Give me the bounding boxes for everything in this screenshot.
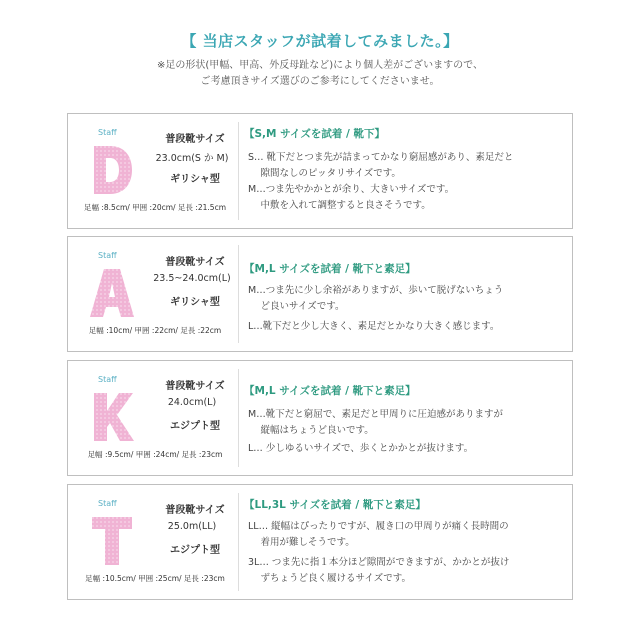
usual-size-label: 普段靴サイズ xyxy=(165,134,225,145)
usual-size-label: 普段靴サイズ xyxy=(165,381,225,392)
staff-card xyxy=(67,360,573,476)
comment-line: 隙間なしのピッタリサイズです。 xyxy=(248,168,401,179)
staff-label: Staff xyxy=(98,251,117,260)
divider xyxy=(238,493,239,591)
comment-line: M…つま先に少し余裕がありますが、歩いて脱げないちょう xyxy=(248,285,504,296)
trial-heading: 【LL,3L サイズを試着 / 靴下と素足】 xyxy=(244,499,426,511)
comment-line: ど良いサイズです。 xyxy=(248,301,345,312)
usual-size-label: 普段靴サイズ xyxy=(165,505,225,516)
usual-size: 23.0cm(S か M) xyxy=(155,153,229,164)
usual-size: 24.0cm(L) xyxy=(167,397,217,408)
divider xyxy=(238,245,239,343)
letter-t-icon xyxy=(88,513,136,569)
note-line-1: ※足の形状(甲幅、甲高、外反母趾など)により個人差がございますので、 xyxy=(157,60,483,71)
usual-size-label: 普段靴サイズ xyxy=(165,257,225,268)
foot-type: ギリシャ型 xyxy=(170,297,220,308)
comment-line: L… 少しゆるいサイズで、歩くとかかとが抜けます。 xyxy=(248,443,474,454)
foot-type: エジプト型 xyxy=(170,421,220,432)
measurements: 足幅 :8.5cm/ 甲囲 :20cm/ 足長 :21.5cm xyxy=(83,203,226,212)
comment-line: 3L… つま先に指１本分ほど隙間ができますが、かかとが抜け xyxy=(248,557,510,568)
usual-size: 25.0m(LL) xyxy=(167,521,217,532)
measurements: 足幅 :10.5cm/ 甲囲 :25cm/ 足長 :23cm xyxy=(85,574,225,583)
measurements: 足幅 :9.5cm/ 甲囲 :24cm/ 足長 :23cm xyxy=(87,450,223,459)
trial-heading: 【M,L サイズを試着 / 靴下と素足】 xyxy=(244,263,416,275)
comment-line: 着用が難しそうです。 xyxy=(248,537,355,548)
staff-label: Staff xyxy=(98,128,117,137)
trial-heading: 【M,L サイズを試着 / 靴下と素足】 xyxy=(244,385,416,397)
note-line-2: ご考慮頂きサイズ選びのご参考にしてくださいませ。 xyxy=(200,76,440,87)
page-title: 【 当店スタッフが試着してみました。】 xyxy=(181,32,459,50)
foot-type: ギリシャ型 xyxy=(170,174,220,185)
staff-card xyxy=(67,113,573,229)
comment-line: M…つま先やかかとが余り、大きいサイズです。 xyxy=(248,184,455,195)
letter-k-icon xyxy=(88,389,136,445)
comment-line: L…靴下だと少し大きく、素足だとかなり大きく感じます。 xyxy=(248,321,500,332)
trial-heading: 【S,M サイズを試着 / 靴下】 xyxy=(244,128,385,140)
letter-d-icon xyxy=(88,142,136,198)
staff-label: Staff xyxy=(98,375,117,384)
letter-a-icon xyxy=(88,265,136,321)
divider xyxy=(238,369,239,467)
usual-size: 23.5~24.0cm(L) xyxy=(153,273,231,284)
comment-line: S… 靴下だとつま先が詰まってかなり窮屈感があり、素足だと xyxy=(248,152,514,163)
divider xyxy=(238,122,239,220)
comment-line: LL… 縦幅はぴったりですが、履き口の甲周りが痛く長時間の xyxy=(248,521,509,532)
comment-line: ずちょうど良く履けるサイズです。 xyxy=(248,573,412,584)
comment-line: 中敷を入れて調整すると良さそうです。 xyxy=(248,200,431,211)
staff-label: Staff xyxy=(98,499,117,508)
staff-card xyxy=(67,236,573,352)
comment-line: M…靴下だと窮屈で、素足だと甲周りに圧迫感がありますが xyxy=(248,409,504,420)
foot-type: エジプト型 xyxy=(170,545,220,556)
staff-card xyxy=(67,484,573,600)
measurements: 足幅 :10cm/ 甲囲 :22cm/ 足長 :22cm xyxy=(88,326,222,335)
comment-line: 縦幅はちょうど良いです。 xyxy=(248,425,374,436)
